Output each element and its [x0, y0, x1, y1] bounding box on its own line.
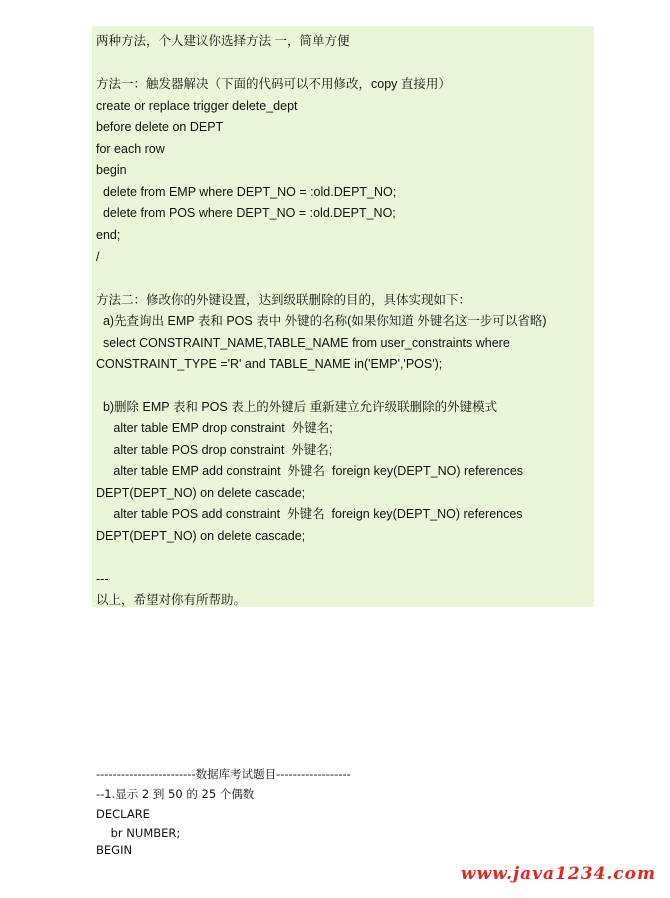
code-line: CONSTRAINT_TYPE ='R' and TABLE_NAME in('EMP','POS'); [96, 357, 443, 371]
step-b-title: b)删除 EMP 表和 POS 表上的外键后 重新建立允许级联删除的外键模式 [96, 400, 498, 414]
code-line: end; [96, 228, 121, 242]
code-line: alter table POS add constraint 外键名 foreign key(DEPT_NO) references [96, 507, 523, 521]
code-line: br NUMBER; [96, 826, 181, 840]
question-1: --1.显示 2 到 50 的 25 个偶数 [96, 787, 255, 801]
code-line: create or replace trigger delete_dept [96, 99, 298, 113]
closing-text: 以上，希望对你有所帮助。 [96, 593, 247, 607]
code-line: before delete on DEPT [96, 120, 224, 134]
code-line: alter table EMP drop constraint 外键名; [96, 421, 333, 435]
code-line: DECLARE [96, 807, 150, 821]
code-line: select CONSTRAINT_NAME,TABLE_NAME from user_constraints where [96, 336, 510, 350]
method2-title: 方法二：修改你的外键设置，达到级联删除的目的，具体实现如下： [96, 293, 472, 307]
code-line: alter table POS drop constraint 外键名; [96, 443, 333, 457]
code-line: for each row [96, 142, 165, 156]
method1-title: 方法一：触发器解决（下面的代码可以不用修改，copy 直接用） [96, 77, 451, 91]
watermark: www.java1234.com [460, 864, 656, 884]
code-line: BEGIN [96, 843, 133, 857]
code-line: begin [96, 163, 127, 177]
code-line: delete from POS where DEPT_NO = :old.DEPT_NO; [96, 206, 396, 220]
exam-heading: ------------------------数据库考试题目------------------ [96, 767, 351, 781]
code-line: alter table EMP add constraint 外键名 foreign key(DEPT_NO) references [96, 464, 524, 478]
intro-text: 两种方法，个人建议你选择方法 一，简单方便 [96, 34, 350, 48]
code-line: / [96, 250, 100, 264]
code-line: DEPT(DEPT_NO) on delete cascade; [96, 529, 306, 543]
code-line: DEPT(DEPT_NO) on delete cascade; [96, 486, 306, 500]
step-a-title: a)先查询出 EMP 表和 POS 表中 外键的名称(如果你知道 外键名这一步可以省略) [96, 314, 547, 328]
separator: --- [96, 572, 109, 586]
code-line: delete from EMP where DEPT_NO = :old.DEPT_NO; [96, 185, 397, 199]
